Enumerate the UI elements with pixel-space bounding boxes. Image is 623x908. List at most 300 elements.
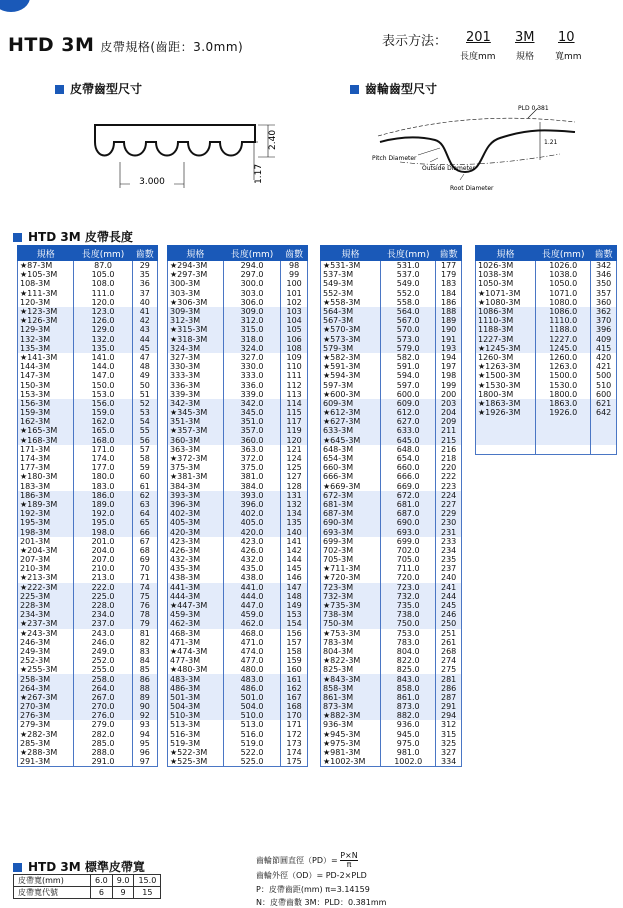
teeth-cell: 334 xyxy=(436,757,462,767)
length-cell: 201.0 xyxy=(74,537,132,546)
spec-cell: 225-3M xyxy=(18,592,74,601)
length-cell: 552.0 xyxy=(381,289,436,298)
spec-cell: 423-3M xyxy=(168,537,224,546)
teeth-cell: 110 xyxy=(281,362,308,371)
notation-length-caption: 長度mm xyxy=(460,52,496,62)
teeth-cell: 51 xyxy=(132,390,157,399)
spec-cell: 660-3M xyxy=(321,463,381,472)
length-cell: 537.0 xyxy=(381,270,436,279)
spec-cell: 108-3M xyxy=(18,279,74,288)
table-row xyxy=(168,527,308,536)
spec-cell: 195-3M xyxy=(18,518,74,527)
table-row xyxy=(168,399,308,408)
table-row xyxy=(321,417,462,426)
teeth-cell: 62 xyxy=(132,491,157,500)
teeth-cell: 261 xyxy=(436,638,462,647)
length-cell: 1002.0 xyxy=(381,757,436,767)
spec-cell: 198-3M xyxy=(18,527,74,536)
teeth-cell: 85 xyxy=(132,665,157,674)
teeth-cell: 161 xyxy=(281,674,308,683)
spec-cell: 567-3M xyxy=(321,316,381,325)
length-cell: 1245.0 xyxy=(536,344,591,353)
length-cell: 333.0 xyxy=(223,371,280,380)
teeth-cell: 135 xyxy=(281,518,308,527)
spec-cell: 513-3M xyxy=(168,720,224,729)
table-row xyxy=(476,289,617,298)
spec-cell: 654-3M xyxy=(321,454,381,463)
spec-cell: 1050-3M xyxy=(476,279,536,288)
length-cell: 330.0 xyxy=(223,362,280,371)
teeth-cell: 148 xyxy=(281,592,308,601)
table-row xyxy=(476,270,617,279)
teeth-cell: 396 xyxy=(591,325,617,334)
length-cell: 693.0 xyxy=(381,527,436,536)
length-cell: 234.0 xyxy=(74,610,132,619)
length-cell: 267.0 xyxy=(74,693,132,702)
teeth-cell: 350 xyxy=(591,279,617,288)
notation-width-caption: 寬mm xyxy=(555,52,582,62)
table-row xyxy=(168,693,308,702)
spec-cell: 519-3M xyxy=(168,739,224,748)
spec-cell: ★345-3M xyxy=(168,408,224,417)
spec-cell: 681-3M xyxy=(321,500,381,509)
table-row xyxy=(18,711,158,720)
table-row xyxy=(321,730,462,739)
teeth-cell: 103 xyxy=(281,307,308,316)
length-cell: 381.0 xyxy=(223,472,280,481)
length-cell: 1050.0 xyxy=(536,279,591,288)
table-row xyxy=(18,270,158,279)
spec-cell: 300-3M xyxy=(168,279,224,288)
spec-cell: 444-3M xyxy=(168,592,224,601)
spec-cell: ★627-3M xyxy=(321,417,381,426)
length-cell: 315.0 xyxy=(223,325,280,334)
table-row xyxy=(321,656,462,665)
length-cell: 720.0 xyxy=(381,573,436,582)
table-row xyxy=(18,491,158,500)
table-row xyxy=(168,417,308,426)
width-code-value: 15 xyxy=(134,887,161,899)
length-cell: 735.0 xyxy=(381,601,436,610)
table-row xyxy=(321,261,462,271)
length-cell: 873.0 xyxy=(381,702,436,711)
table-row xyxy=(476,353,617,362)
length-cell: 318.0 xyxy=(223,335,280,344)
teeth-cell: 600 xyxy=(591,390,617,399)
table-row xyxy=(18,619,158,628)
length-cell: 174.0 xyxy=(74,454,132,463)
table-row xyxy=(18,592,158,601)
length-cell: 246.0 xyxy=(74,638,132,647)
table-row xyxy=(321,289,462,298)
length-cell: 282.0 xyxy=(74,730,132,739)
table-row xyxy=(168,491,308,500)
teeth-cell: 250 xyxy=(436,619,462,628)
length-cell: 594.0 xyxy=(381,371,436,380)
teeth-cell: 35 xyxy=(132,270,157,279)
teeth-cell: 114 xyxy=(281,399,308,408)
teeth-cell: 154 xyxy=(281,619,308,628)
length-cell: 1260.0 xyxy=(536,353,591,362)
length-cell: 237.0 xyxy=(74,619,132,628)
length-cell: 297.0 xyxy=(223,270,280,279)
length-cell: 186.0 xyxy=(74,491,132,500)
table-row xyxy=(168,546,308,555)
spec-cell: 1086-3M xyxy=(476,307,536,316)
table-row xyxy=(168,335,308,344)
teeth-cell: 53 xyxy=(132,408,157,417)
length-cell: 705.0 xyxy=(381,555,436,564)
spec-cell: ★372-3M xyxy=(168,454,224,463)
teeth-cell: 105 xyxy=(281,325,308,334)
length-cell: 654.0 xyxy=(381,454,436,463)
spec-cell: 270-3M xyxy=(18,702,74,711)
table-row xyxy=(321,445,462,454)
teeth-cell: 88 xyxy=(132,684,157,693)
width-value: 9.0 xyxy=(112,875,134,887)
spec-cell: 738-3M xyxy=(321,610,381,619)
spec-cell: 171-3M xyxy=(18,445,74,454)
length-cell: 222.0 xyxy=(74,583,132,592)
width-row-label: 皮帶寬(mm) xyxy=(14,875,91,887)
teeth-cell: 108 xyxy=(281,344,308,353)
table-row xyxy=(18,463,158,472)
table-row xyxy=(168,261,308,271)
length-cell: 291.0 xyxy=(74,757,132,767)
table-row xyxy=(321,298,462,307)
teeth-cell: 246 xyxy=(436,610,462,619)
length-cell: 360.0 xyxy=(223,436,280,445)
spec-cell: 858-3M xyxy=(321,684,381,693)
spec-cell: ★645-3M xyxy=(321,436,381,445)
length-cell: 150.0 xyxy=(74,380,132,389)
table-row xyxy=(168,720,308,729)
teeth-cell: 58 xyxy=(132,454,157,463)
notation-spec: 3M xyxy=(515,30,535,45)
width-value: 6.0 xyxy=(91,875,113,887)
table-header-row xyxy=(321,246,462,261)
length-cell: 975.0 xyxy=(381,739,436,748)
spec-cell: 291-3M xyxy=(18,757,74,767)
table-row xyxy=(321,500,462,509)
spec-cell: 327-3M xyxy=(168,353,224,362)
belt-profile-heading: 皮帶齒型尺寸 xyxy=(55,80,142,97)
length-cell: 108.0 xyxy=(74,279,132,288)
spec-cell: ★87-3M xyxy=(18,261,74,271)
length-cell: 945.0 xyxy=(381,730,436,739)
column-header: 齒數 xyxy=(132,246,157,261)
table-row xyxy=(321,583,462,592)
teeth-cell: 193 xyxy=(436,344,462,353)
table-row xyxy=(18,693,158,702)
teeth-cell: 82 xyxy=(132,638,157,647)
table-row xyxy=(168,674,308,683)
spec-cell: 549-3M xyxy=(321,279,381,288)
teeth-cell: 97 xyxy=(132,757,157,767)
teeth-cell: 204 xyxy=(436,408,462,417)
spec-cell: 441-3M xyxy=(168,583,224,592)
spec-cell: 438-3M xyxy=(168,573,224,582)
length-cell: 699.0 xyxy=(381,537,436,546)
table-row xyxy=(321,380,462,389)
length-cell: 441.0 xyxy=(223,583,280,592)
spec-cell: 156-3M xyxy=(18,399,74,408)
length-cell: 156.0 xyxy=(74,399,132,408)
length-cell: 111.0 xyxy=(74,289,132,298)
width-code-value: 9 xyxy=(112,887,134,899)
length-cell: 192.0 xyxy=(74,509,132,518)
table-row xyxy=(18,454,158,463)
spec-cell: 264-3M xyxy=(18,684,74,693)
table-row xyxy=(168,298,308,307)
spec-cell: 324-3M xyxy=(168,344,224,353)
length-cell: 225.0 xyxy=(74,592,132,601)
table-row xyxy=(321,399,462,408)
teeth-cell: 69 xyxy=(132,555,157,564)
table-row xyxy=(18,629,158,638)
spec-cell: ★570-3M xyxy=(321,325,381,334)
spec-cell: ★204-3M xyxy=(18,546,74,555)
spec-cell: 1260-3M xyxy=(476,353,536,362)
spec-cell: 687-3M xyxy=(321,509,381,518)
teeth-cell: 230 xyxy=(436,518,462,527)
pulley-profile-diagram xyxy=(360,100,580,210)
length-cell: 522.0 xyxy=(223,748,280,757)
table-row xyxy=(18,610,158,619)
table-row xyxy=(321,482,462,491)
teeth-cell: 357 xyxy=(591,289,617,298)
length-cell: 357.0 xyxy=(223,426,280,435)
table-row xyxy=(18,601,158,610)
formula-pd-numerator: P×N xyxy=(340,851,358,860)
spec-cell: 159-3M xyxy=(18,408,74,417)
spec-cell: 693-3M xyxy=(321,527,381,536)
spec-cell: 234-3M xyxy=(18,610,74,619)
table-row xyxy=(18,408,158,417)
table-row xyxy=(18,472,158,481)
teeth-cell: 216 xyxy=(436,445,462,454)
teeth-cell: 177 xyxy=(436,261,462,271)
teeth-cell: 115 xyxy=(281,408,308,417)
teeth-cell: 81 xyxy=(132,629,157,638)
length-cell: 483.0 xyxy=(223,674,280,683)
length-cell: 804.0 xyxy=(381,647,436,656)
length-table-heading: HTD 3M 皮帶長度 xyxy=(13,228,133,245)
length-cell: 420.0 xyxy=(223,527,280,536)
teeth-cell: 360 xyxy=(591,298,617,307)
teeth-cell: 66 xyxy=(132,527,157,536)
length-cell: 447.0 xyxy=(223,601,280,610)
notation-length: 201 xyxy=(466,30,491,45)
column-header: 長度(mm) xyxy=(74,246,132,261)
table-row xyxy=(18,509,158,518)
table-row xyxy=(168,518,308,527)
width-code-label: 皮帶寬代號 xyxy=(14,887,91,899)
table-row xyxy=(18,380,158,389)
table-row xyxy=(18,730,158,739)
teeth-cell: 40 xyxy=(132,298,157,307)
length-cell: 474.0 xyxy=(223,647,280,656)
table-row xyxy=(476,390,617,399)
column-header: 規格 xyxy=(168,246,224,261)
table-row xyxy=(168,500,308,509)
spec-cell: 132-3M xyxy=(18,335,74,344)
length-cell: 579.0 xyxy=(381,344,436,353)
notation-width: 10 xyxy=(558,30,575,45)
table-row xyxy=(18,279,158,288)
teeth-cell: 106 xyxy=(281,335,308,344)
length-cell: 432.0 xyxy=(223,555,280,564)
spec-cell: ★213-3M xyxy=(18,573,74,582)
spec-cell: 207-3M xyxy=(18,555,74,564)
spec-cell: ★123-3M xyxy=(18,307,74,316)
table-row xyxy=(476,408,617,417)
teeth-cell: 327 xyxy=(436,748,462,757)
spec-cell: ★669-3M xyxy=(321,482,381,491)
formula-pd-denominator: π xyxy=(346,860,352,869)
table-row xyxy=(168,665,308,674)
table-row xyxy=(321,472,462,481)
teeth-cell: 70 xyxy=(132,564,157,573)
spec-cell: ★315-3M xyxy=(168,325,224,334)
table-row xyxy=(168,408,308,417)
teeth-cell: 96 xyxy=(132,748,157,757)
teeth-cell: 170 xyxy=(281,711,308,720)
table-row xyxy=(321,390,462,399)
table-row xyxy=(321,362,462,371)
length-cell: 363.0 xyxy=(223,445,280,454)
teeth-cell: 49 xyxy=(132,371,157,380)
table-row xyxy=(321,371,462,380)
spec-cell: 396-3M xyxy=(168,500,224,509)
teeth-cell: 158 xyxy=(281,647,308,656)
spec-cell: 228-3M xyxy=(18,601,74,610)
length-cell xyxy=(536,436,591,445)
table-row xyxy=(168,739,308,748)
table-row xyxy=(168,748,308,757)
length-cell: 435.0 xyxy=(223,564,280,573)
teeth-cell: 144 xyxy=(281,555,308,564)
teeth-cell: 131 xyxy=(281,491,308,500)
spec-cell: 597-3M xyxy=(321,380,381,389)
spec-cell: 210-3M xyxy=(18,564,74,573)
table-row xyxy=(476,298,617,307)
length-cell: 681.0 xyxy=(381,500,436,509)
length-cell: 228.0 xyxy=(74,601,132,610)
table-row xyxy=(321,665,462,674)
length-cell: 135.0 xyxy=(74,344,132,353)
teeth-cell: 199 xyxy=(436,380,462,389)
teeth-cell: 102 xyxy=(281,298,308,307)
table-row xyxy=(321,684,462,693)
teeth-cell: 287 xyxy=(436,693,462,702)
length-cell: 1263.0 xyxy=(536,362,591,371)
teeth-cell: 141 xyxy=(281,537,308,546)
length-cell: 189.0 xyxy=(74,500,132,509)
spec-cell: 183-3M xyxy=(18,482,74,491)
table-row xyxy=(18,573,158,582)
spec-cell: 1026-3M xyxy=(476,261,536,271)
teeth-cell: 36 xyxy=(132,279,157,288)
teeth-cell: 42 xyxy=(132,316,157,325)
length-cell: 582.0 xyxy=(381,353,436,362)
teeth-cell: 157 xyxy=(281,638,308,647)
spec-cell: 333-3M xyxy=(168,371,224,380)
length-cell: 426.0 xyxy=(223,546,280,555)
teeth-cell: 420 xyxy=(591,353,617,362)
table-row xyxy=(18,316,158,325)
spec-cell: ★189-3M xyxy=(18,500,74,509)
table-row xyxy=(321,279,462,288)
table-row xyxy=(321,463,462,472)
length-cell: 783.0 xyxy=(381,638,436,647)
teeth-cell: 183 xyxy=(436,279,462,288)
teeth-cell: 234 xyxy=(436,546,462,555)
column-header: 規格 xyxy=(18,246,74,261)
table-row xyxy=(168,316,308,325)
length-cell: 153.0 xyxy=(74,390,132,399)
length-cell: 570.0 xyxy=(381,325,436,334)
teeth-cell: 251 xyxy=(436,629,462,638)
length-table-2 xyxy=(167,245,308,767)
spec-cell: 702-3M xyxy=(321,546,381,555)
length-cell: 159.0 xyxy=(74,408,132,417)
spec-cell: 249-3M xyxy=(18,647,74,656)
width-code-row xyxy=(14,887,161,899)
length-cell: 723.0 xyxy=(381,583,436,592)
spec-cell: ★945-3M xyxy=(321,730,381,739)
length-cell: 609.0 xyxy=(381,399,436,408)
table-row xyxy=(321,527,462,536)
length-cell: 486.0 xyxy=(223,684,280,693)
spec-cell: 501-3M xyxy=(168,693,224,702)
teeth-cell: 52 xyxy=(132,399,157,408)
table-row xyxy=(321,454,462,463)
length-cell: 258.0 xyxy=(74,674,132,683)
length-cell: 144.0 xyxy=(74,362,132,371)
table-row xyxy=(476,399,617,408)
spec-cell xyxy=(476,436,536,445)
teeth-cell: 325 xyxy=(436,739,462,748)
spec-cell: 375-3M xyxy=(168,463,224,472)
spec-cell: ★222-3M xyxy=(18,583,74,592)
length-cell: 516.0 xyxy=(223,730,280,739)
teeth-cell: 125 xyxy=(281,463,308,472)
spec-cell: 129-3M xyxy=(18,325,74,334)
teeth-cell: 99 xyxy=(281,270,308,279)
teeth-cell: 112 xyxy=(281,380,308,389)
formula-od: 齒輪外徑（OD）= PD-2×PLD xyxy=(256,871,367,880)
length-cell: 345.0 xyxy=(223,408,280,417)
table-row xyxy=(168,362,308,371)
teeth-cell: 235 xyxy=(436,555,462,564)
corner-logo-arc xyxy=(0,0,30,12)
notation-label: 表示方法： xyxy=(382,34,448,49)
teeth-cell: 159 xyxy=(281,656,308,665)
table-row xyxy=(18,665,158,674)
teeth-cell: 56 xyxy=(132,436,157,445)
length-cell: 444.0 xyxy=(223,592,280,601)
length-cell: 423.0 xyxy=(223,537,280,546)
teeth-cell: 621 xyxy=(591,399,617,408)
spec-cell: 276-3M xyxy=(18,711,74,720)
table-row xyxy=(168,638,308,647)
teeth-cell: 146 xyxy=(281,573,308,582)
teeth-cell: 312 xyxy=(436,720,462,729)
table-row xyxy=(321,509,462,518)
spec-cell: ★1245-3M xyxy=(476,344,536,353)
table-row xyxy=(168,325,308,334)
